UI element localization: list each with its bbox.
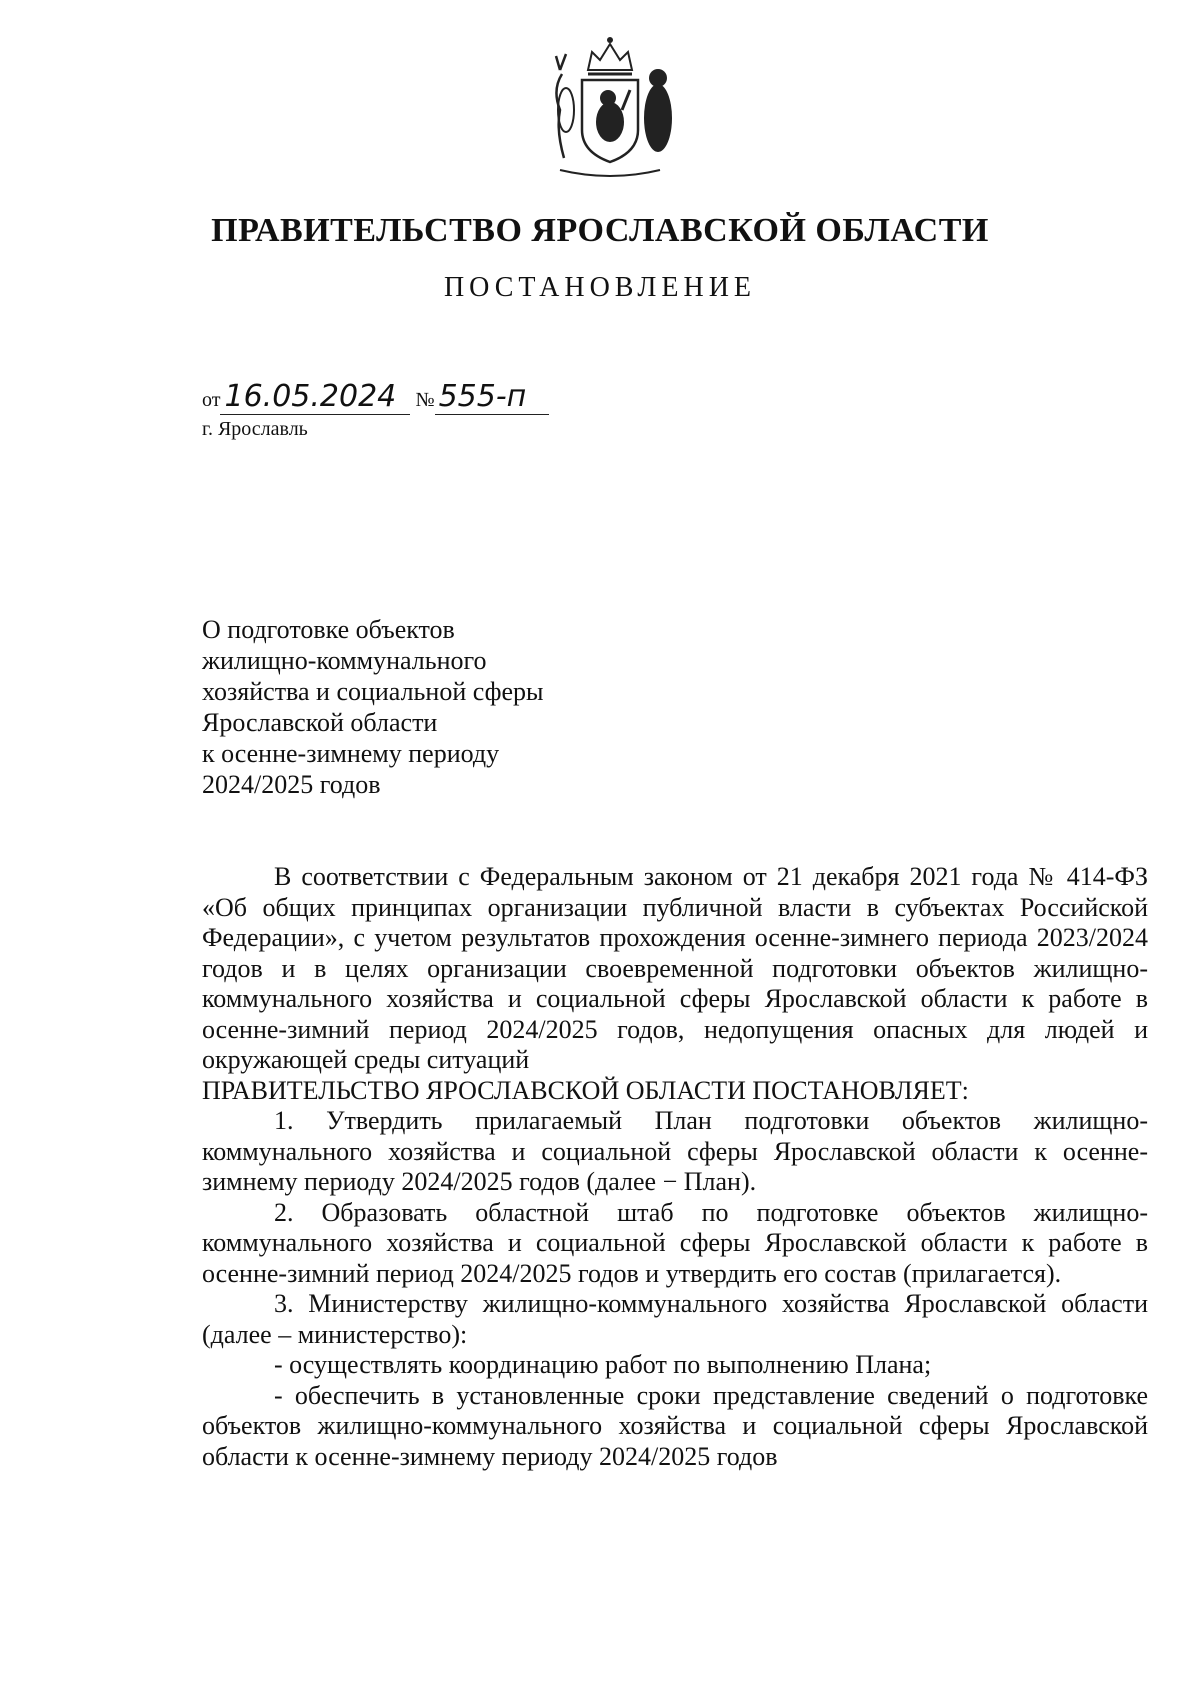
document-type: ПОСТАНОВЛЕНИЕ: [443, 272, 757, 303]
preamble-paragraph: В соответствии с Федеральным законом от 21 декабря 2021 года № 414-ФЗ «Об общих принципах организации публичной власти в субъектах Российской Федерации», с учетом результатов прохождения осенне-зимнего периода 2023/2024 годов и в целях организации своевременной подготовки объектов жилищно-коммунального хозяйства и социальной сферы Ярославской области к работе в осенне-зимний период 2024/2025 годов, недопущения опасных для людей и окружающей среды ситуаций: [202, 862, 1148, 1074]
date-prefix: от: [202, 389, 221, 411]
city: г. Ярославль: [202, 418, 308, 440]
subject-line: к осенне-зимнему периоду: [202, 739, 500, 768]
item-3: 3. Министерству жилищно-коммунального хозяйства Ярославской области (далее – министерство):: [202, 1289, 1148, 1349]
item-3-subitem: - обеспечить в установленные сроки представление сведений о подготовке объектов жилищно-коммунального хозяйства и социальной сферы Ярославской области к осенне-зимнему периоду 2024/2025 годов: [202, 1380, 1148, 1471]
item-2: 2. Образовать областной штаб по подготовке объектов жилищно-коммунального хозяйства и социальной сферы Ярославской области к работе в осенне-зимний период 2024/2025 годов и утвердить его состав (прилагается).: [202, 1197, 1148, 1288]
item-3-subitem: - осуществлять координацию работ по выполнению Плана;: [274, 1350, 932, 1379]
government-title: ПРАВИТЕЛЬСТВО ЯРОСЛАВСКОЙ ОБЛАСТИ: [211, 212, 989, 249]
number-prefix: №: [415, 389, 435, 411]
document-subject: [202, 614, 702, 800]
resolves-line: ПРАВИТЕЛЬСТВО ЯРОСЛАВСКОЙ ОБЛАСТИ ПОСТАНОВЛЯЕТ:: [202, 1075, 969, 1105]
subject-line: О подготовке объектов: [202, 615, 455, 644]
subject-line: жилищно-коммунального: [202, 646, 487, 675]
coat-of-arms-emblem: [530, 30, 690, 190]
subject-line: хозяйства и социальной сферы: [202, 677, 544, 706]
handwritten-date: 16.05.2024: [220, 380, 410, 415]
subject-line: 2024/2025 годов: [202, 770, 381, 799]
subject-line: Ярославской области: [202, 708, 438, 737]
document-body: [202, 862, 1148, 1472]
handwritten-number: 555-п: [435, 380, 549, 415]
document-date-number: [202, 380, 549, 415]
item-1: 1. Утвердить прилагаемый План подготовки объектов жилищно-коммунального хозяйства и социальной сферы Ярославской области к осенне-зимнему периоду 2024/2025 годов (далее − План).: [202, 1106, 1148, 1196]
